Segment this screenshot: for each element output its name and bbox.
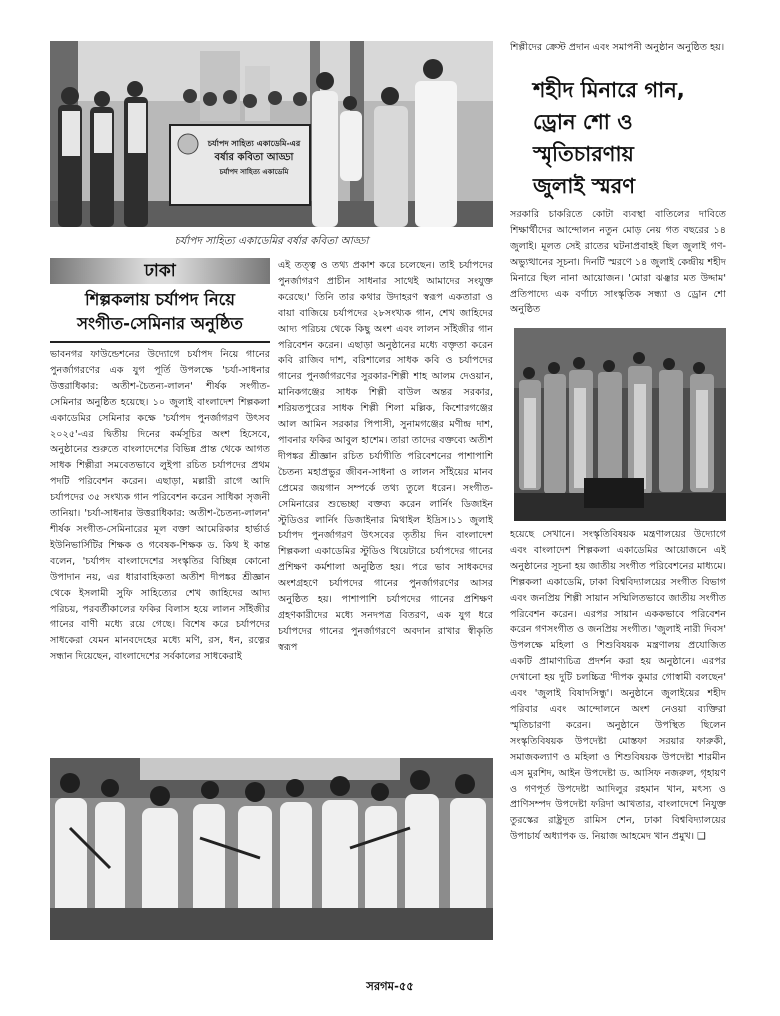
banner-line1: চর্যাপদ সাহিত্য একাডেমি-এর [207, 139, 301, 148]
headline-line2: সংগীত-সেমিনার অনুষ্ঠিত [77, 314, 243, 333]
left-article-col1-text: ভাবনগর ফাউন্ডেশনের উদ্যোগে চর্যাপদ নিয়ে গানের পুনর্জাগরণের এক যুগ পূর্তি উপলক্ষে 'চর্যা-সাধনার উত্তরাধিকার: অতীশ-চৈতন্য-লালন' শীর্ষক সংগীত-সেমিনার অনুষ্ঠিত হয়েছে। ১০ জুলাই বাংলাদেশ শিল্পকলা একাডেমির সেমিনার কক্ষে 'চর্যাপদ পুনর্জাগরণ উৎসব ২০২৫'-এর দ্বিতীয় দিনের কর্মসূচির অংশ হিসেবে, অনুষ্ঠানের শুরুতে বাংলাদেশের বিভিন্ন প্রান্ত থেকে আগত সাধক শিল্পীরা সমবেতভাবে লুইপা রচিত চর্যাপদের প্রথম পদটি পরিবেশন করেন। এছাড়া, মল্লারী রাগে আদি চর্যাপদের ৩৫ সংখ্যক গান পরিবেশন করেন সাধিকা সৃজনী তানিয়া। 'চর্যা-সাধনার উত্তরাধিকার: অতীশ-চৈতন্য-লালন' শীর্ষক সংগীত-সেমিনারের মূল বক্তা আমেরিকার হার্ভার্ড ইউনিভার্সিটির শিক্ষক ও গবেষক-শিক্ষক ড. কিথ ই কান্ত বলেন, 'চর্যাপদ বাংলাদেশের সংস্কৃতির বিচ্ছিন্ন কোনো উপাদান নয়, এর ধারাবাহিকতা অতীশ দীপঙ্কর শ্রীজ্ঞান থেকে ইসলামী সুফি সাহিত্যের শেখ জাহিদের আদ্য পরিচয়, পরবর্তীকালের ফকির বিলাস হয়ে লালন সাঁইজীর গানের বাণী মধ্যে রয়ে গেছে। বিশেষ করে চর্যাপদের সাধকেরা যেমন মানবদেহের মধ্যে মণি, রস, ধন, রত্নের সন্ধান দিয়েছেন, বাংলাদেশের সর্বকালের সাধকেরাই [50, 349, 270, 663]
right-article-top-text [510, 207, 726, 318]
headline-charyapada-seminar [50, 288, 270, 336]
page-number: সরগম-৫৫ [366, 979, 414, 993]
section-tag-dhaka: ঢাকা [50, 258, 270, 284]
right-article-bottom-text-p: হয়েছে সেখানে। সংস্কৃতিবিষয়ক মন্ত্রণালয়ের উদ্যোগে এবং বাংলাদেশ শিল্পকলা একাডেমির আয়োজনে এই অনুষ্ঠানের সূচনা হয় জাতীয় সংগীত পরিবেশনের মাধ্যমে। শিল্পকলা একাডেমি, ঢাকা বিশ্ববিদ্যালয়ের সংগীত বিভাগ এবং জনপ্রিয় শিল্পী সায়ান সম্মিলিতভাবে জাতীয় সংগীত পরিবেশন করেন। এরপর সায়ান এককভাবে পরিবেশন করেন গণসংগীত ও জনপ্রিয় সংগীত। 'জুলাই নারী দিবস' উপলক্ষে মহিলা ও শিশুবিষয়ক মন্ত্রণালয় প্রযোজিত একটি প্রামাণ্যচিত্র প্রদর্শন করা হয় অনুষ্ঠানে। এরপর দেখানো হয় দুটি চলচ্চিত্র 'দীপক কুমার গোস্বামী বলছেন' এবং 'জুলাই বিষাদসিন্ধু'। অনুষ্ঠানে জুলাইয়ের শহীদ পরিবার এবং আন্দোলনে অংশ নেওয়া ব্যক্তিরা স্মৃতিচারণা করেন। অনুষ্ঠানে উপস্থিত ছিলেন সংস্কৃতিবিষয়ক উপদেষ্টা মোস্তফা সরয়ার ফারুকী, সমাজকল্যাণ ও মহিলা ও শিশুবিষয়ক উপদেষ্টা শারমীন এস মুরশিদ, আইন উপদেষ্টা ড. আসিফ নজরুল, গৃহায়ণ ও গণপূর্ত উপদেষ্টা আদিলুর রহমান খান, মৎস্য ও প্রাণিসম্পদ উপদেষ্টা ফরিদা আখতার, বাংলাদেশে নিযুক্ত তুরস্কের রাষ্ট্রদূত রামিস শেন, ঢাকা বিশ্ববিদ্যালয়ের উপাচার্য অধ্যাপক ড. নিয়াজ আহমেদ খান প্রমুখ। [510, 529, 726, 843]
photo-caption-top: চর্যাপদ সাহিত্য একাডেমির বর্ষার কবিতা আড্ডা [174, 235, 369, 247]
left-article-col2 [278, 258, 493, 751]
headline-line1: শিল্পকলায় চর্যাপদ নিয়ে [84, 290, 236, 309]
headline-right-line4: জুলাই স্মরণ [533, 174, 636, 198]
left-article-col2-text: এই তত্ত্ব ও তথ্য প্রকাশ করে চলেছেন। তাই চর্যাপদের পুনর্জাগরণ প্রাচীন সাধনার সাথেই আমাদের সংযুক্ত করেছে।' তিনি তার কথার উদাহরণ স্বরূপ একতারা ও বায়া বাজিয়ে চর্যাপদের ২৮সংখ্যক গান, শেখ জাহিদের আদ্য পরিচয় থেকে কিছু অংশ এবং লালন সাঁইজীর গান পরিবেশন করেন। এছাড়া অনুষ্ঠানের মধ্যে বক্তৃতা করেন কবি রাজিব দাশ, বরিশালের সাধক কবি ও চর্যাপদের গানের পুনর্জাগরণের সুরকার-শিল্পী শাহ আলম দেওয়ান, মানিকগঞ্জের সাধক শিল্পী বাউল অন্তর সরকার, শরিয়তপুরের সাধক শিল্পী শিলা মল্লিক, কিশোরগঞ্জের আল আমিন সরকার পিপাসী, সুনামগঞ্জের মণীন্দ্র দাশ, পাবনার ফকির আবুল হাশেম। তারা তাদের বক্তব্যে অতীশ দীপঙ্কর শ্রীজ্ঞান রচিত চর্যাগীতি পরিবেশনের পাশাপাশি চৈতন্য মহাপ্রভুর জীবন-সাধনা ও লালন সাঁইয়ের মানব প্রেমের জয়গান সম্পর্কে তথ্য তুলে ধরেন। সংগীত-সেমিনারের শুভেচ্ছা বক্তব্য করেন লার্নিং ডিজাইন স্টুডিওর লার্নিং ডিজাইনার মিথাইল ইদ্রিস।১১ জুলাই চর্যাপদ পুনর্জাগরণ উৎসবের তৃতীয় দিন বাংলাদেশ শিল্পকলা একাডেমির স্টুডিও থিয়েটারে চর্যাপদের গানের প্রশিক্ষণ কর্মশালা অনুষ্ঠিত হয়। পরে ভাব সাধকদের অংশগ্রহণে চর্যাপদের গানের পুনর্জাগরণের আসর অনুষ্ঠিত হয়। পাশাপাশি চর্যাপদের গানের প্রশিক্ষণ গ্রহণকারীদের মধ্যে সনদপত্র বিতরণ, এক যুগ ধরে চর্যাপদের গানের পুনর্জাগরণে অবদান রাখার স্বীকৃতি স্বরূপ [278, 260, 493, 653]
headline-right-line1: শহীদ মিনারে গান, [533, 78, 685, 102]
banner-text [202, 138, 306, 178]
article-end-mark: ❑ [697, 831, 706, 843]
photo-shaheed-minar-singers [514, 328, 726, 521]
right-article-bottom-text [510, 527, 726, 950]
banner-line3: চর্যাপদ সাহিত্য একাডেমি [219, 168, 289, 176]
photo-poetry-adda-group [50, 41, 493, 227]
headline-right-line3: স্মৃতিচারণায় [533, 142, 634, 166]
headline-july-remembrance [533, 74, 733, 202]
photo-charyapada-musicians [50, 758, 493, 940]
headline-right-line2: ড্রোন শো ও [533, 110, 633, 134]
right-article-intro [510, 40, 726, 74]
banner-line2: বর্ষার কবিতা আড্ডা [214, 152, 294, 163]
right-article-top-text-p: সরকারি চাকরিতে কোটা ব্যবস্থা বাতিলের দাবিতে শিক্ষার্থীদের আন্দোলন নতুন মোড় নেয় গত বছরের ১৪ জুলাই। মূলত সেই রাতের ঘটনাপ্রবাহই ছিল জুলাই গণ-অভ্যুত্থানের সূচনা। দিনটি স্মরণে ১৪ জুলাই কেন্দ্রীয় শহীদ মিনারে ছিল নানা আয়োজন। 'মোরা ঝঞ্ঝার মত উদ্দাম' প্রতিপাদ্যে এক বর্ণাঢ্য সাংস্কৃতিক সন্ধ্যা ও ড্রোন শো অনুষ্ঠিত [510, 209, 726, 316]
headline-divider [50, 341, 270, 343]
left-article-col1 [50, 347, 270, 751]
right-article-intro-text: শিল্পীদের ক্রেস্ট প্রদান এবং সমাপনী অনুষ্ঠান অনুষ্ঠিত হয়। [510, 42, 725, 53]
